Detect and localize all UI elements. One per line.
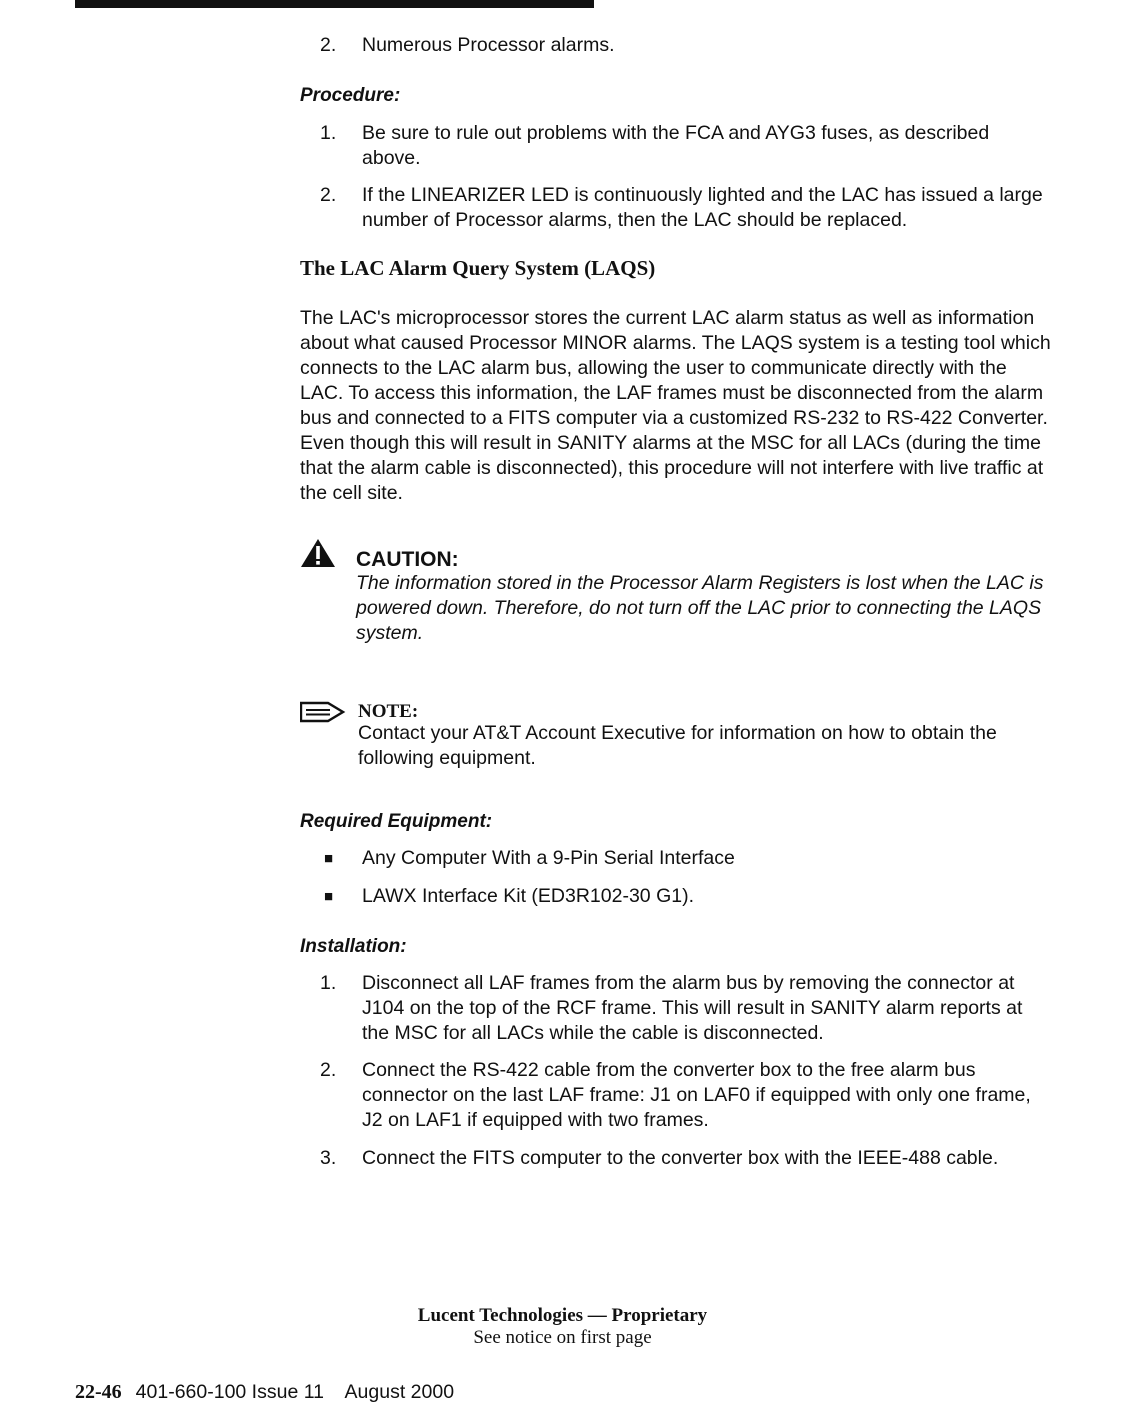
list-item (300, 971, 1060, 1047)
page-number: 22-46 (75, 1381, 122, 1403)
list-item (300, 183, 1060, 235)
caution-warning-icon (300, 538, 336, 568)
list-text: LAWX Interface Kit (ED3R102-30 G1). (362, 885, 694, 907)
section-paragraph: The LAC's microprocessor stores the current LAC alarm status as well as information about what caused Processor MINOR alarms. The LAQS system is a testing tool which connects to the LAC alarm bus, allowing the user to communicate directly with the LAC. To access this information, the LAF frames must be disconnected from the alarm bus and connected to a FITS computer via a customized RS-232 to RS-422 Converter. Even though this will result in SANITY alarms at the MSC for all LACs (during the time that the alarm cable is disconnected), this procedure will not interfere with live traffic at the cell site. (300, 307, 1051, 504)
list-text: Be sure to rule out problems with the FCA and AYG3 fuses, as described above. (362, 122, 990, 169)
list-number: 3. (320, 1147, 337, 1169)
caution-text: The information stored in the Processor Alarm Registers is lost when the LAC is powered down. Therefore, do not turn off the LAC prior to connecting the LAQS system. (356, 572, 1044, 644)
list-item (300, 846, 1060, 872)
list-number: 2. (320, 1059, 337, 1081)
footer-notice: See notice on first page (473, 1327, 652, 1348)
list-number: 2. (320, 184, 337, 206)
procedure-heading: Procedure: (300, 85, 401, 106)
list-item (300, 1146, 1060, 1172)
list-text: If the LINEARIZER LED is continuously lighted and the LAC has issued a large number of Processor alarms, then the LAC should be replaced. (362, 184, 1043, 231)
doc-info: 401-660-100 Issue 11 August 2000 (135, 1381, 455, 1403)
bullet-icon: ■ (324, 850, 334, 867)
list-text: Any Computer With a 9-Pin Serial Interface (362, 847, 735, 869)
list-text: Connect the FITS computer to the converter box with the IEEE-488 cable. (362, 1147, 999, 1169)
note-text: Contact your AT&T Account Executive for information on how to obtain the following equipment. (358, 722, 997, 769)
section-title: The LAC Alarm Query System (LAQS) (300, 256, 656, 280)
installation-heading: Installation: (300, 936, 407, 957)
list-text: Numerous Processor alarms. (362, 34, 615, 56)
list-text: Connect the RS-422 cable from the converter box to the free alarm bus connector on the last LAF frame: J1 on LAF0 if equipped with only one frame, J2 on LAF1 if equipped with two frames. (362, 1059, 1031, 1131)
note-label: NOTE: (358, 701, 419, 722)
required-equipment-heading: Required Equipment: (300, 811, 493, 832)
note-pointer-icon (300, 700, 346, 724)
list-item (300, 1058, 1060, 1134)
list-item (300, 884, 1060, 910)
list-number: 1. (320, 122, 337, 144)
list-number: 1. (320, 972, 337, 994)
list-number: 2. (320, 34, 337, 56)
list-item (300, 121, 1060, 173)
page-footer (75, 1381, 454, 1404)
list-item (300, 33, 1060, 59)
bullet-icon: ■ (324, 888, 334, 905)
footer-proprietary: Lucent Technologies — Proprietary (417, 1305, 708, 1326)
list-text: Disconnect all LAF frames from the alarm bus by removing the connector at J104 on the top of the RCF frame. This will result in SANITY alarm reports at the MSC for all LACs while the cable is disconnected. (362, 972, 1023, 1044)
caution-label: CAUTION: (356, 548, 459, 571)
header-rule (75, 0, 594, 8)
